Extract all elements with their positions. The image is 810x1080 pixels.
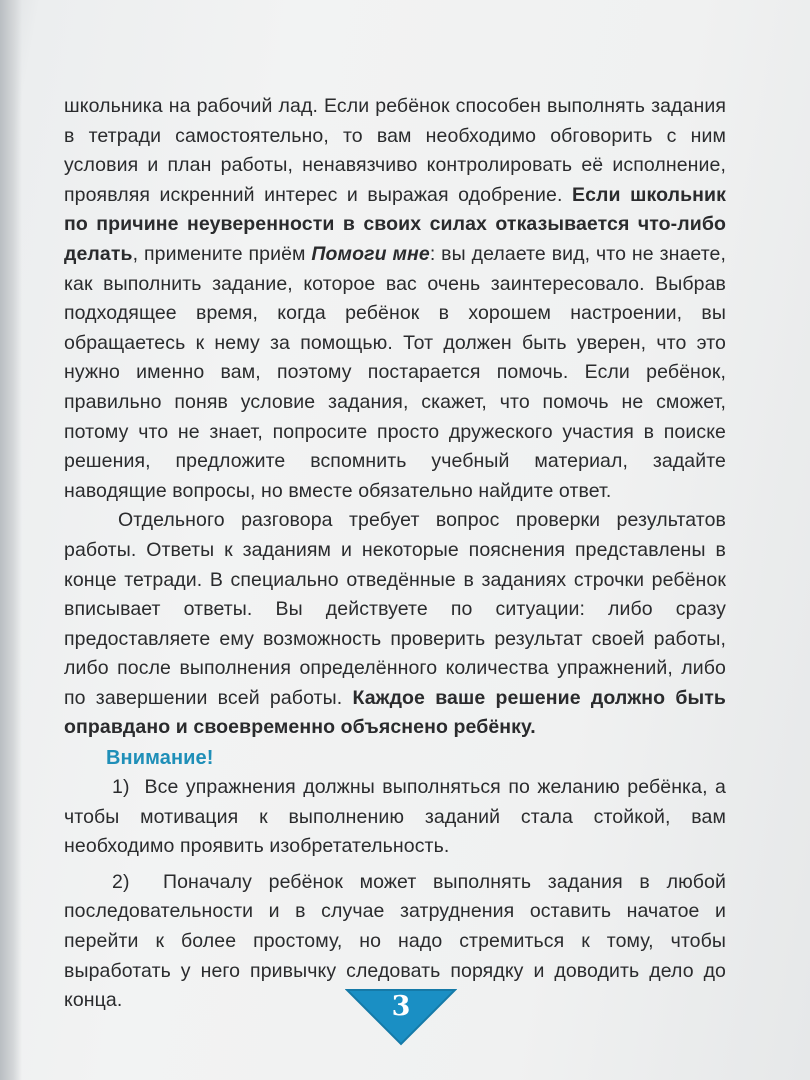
paragraph-1 (64, 92, 726, 506)
paragraph-2-bold-1: Каждое ваше решение должно быть оправдано и своевременно объяснено ребёнку. (64, 686, 726, 739)
list-item-number: 2) (112, 870, 130, 893)
paragraph-2-text-1: Отдельного разговора требует вопрос проверки результатов работы. Ответы к заданиям и некоторые пояснения представлены в конце тетради. В специально отведённые в заданиях строчки ребёнок вписывает ответы. Вы действуете по ситуации: либо сразу предоставляете ему возможность проверить результат своей работы, либо после выполнения определённого количества упражнений, либо по завершении всей работы. (64, 509, 726, 709)
paragraph-1-bold-1: Если школьник по причине неуверенности в своих силах отказывается что-либо делать (64, 183, 726, 265)
attention-heading: Внимание! (106, 747, 214, 770)
page-body (64, 92, 726, 1016)
list-item-text: Поначалу ребёнок может выполнять задания в любой последовательности и в случае затруднения оставить начатое и перейти к более простому, но надо стремиться к тому, чтобы выработать у него привычку следовать порядку и доводить дело до конца. (64, 870, 726, 1012)
list-item (64, 773, 726, 862)
list-item-text: Все упражнения должны выполняться по желанию ребёнка, а чтобы мотивация к выполнению заданий стала стойкой, вам необходимо проявить изобретательность. (64, 776, 726, 858)
list-item-number: 1) (112, 776, 130, 799)
paragraph-1-text-2: , примените приём (132, 242, 312, 265)
paragraph-2 (64, 506, 726, 743)
paragraph-1-text-3: : вы делаете вид, что не знаете, как выполнить задание, которое вас очень заинтересовало. Выбрав подходящее время, когда ребёнок в хорошем настроении, вы обращаетесь к нему за помощью. Тот должен быть уверен, что это нужно именно вам, поэтому постарается помочь. Если ребёнок, правильно поняв условие задания, скажет, что помочь не сможет, потому что не знает, попросите просто дружеского участия в поиске решения, предложите вспомнить учебный материал, задайте наводящие вопросы, но вместе обязательно найдите ответ. (64, 242, 726, 502)
page-number-marker (345, 988, 457, 1046)
page-number: 3 (391, 991, 411, 1022)
paragraph-1-text-1: школьника на рабочий лад. Если ребёнок способен выполнять задания в тетради самостоятельно, то вам необходимо обговорить с ним условия и план работы, ненавязчиво контролировать её исполнение, проявляя искренний интерес и выражая одобрение. (64, 95, 726, 206)
page-spine-shadow (0, 0, 22, 1080)
paragraph-1-bold-italic-1: Помоги мне (311, 242, 430, 265)
